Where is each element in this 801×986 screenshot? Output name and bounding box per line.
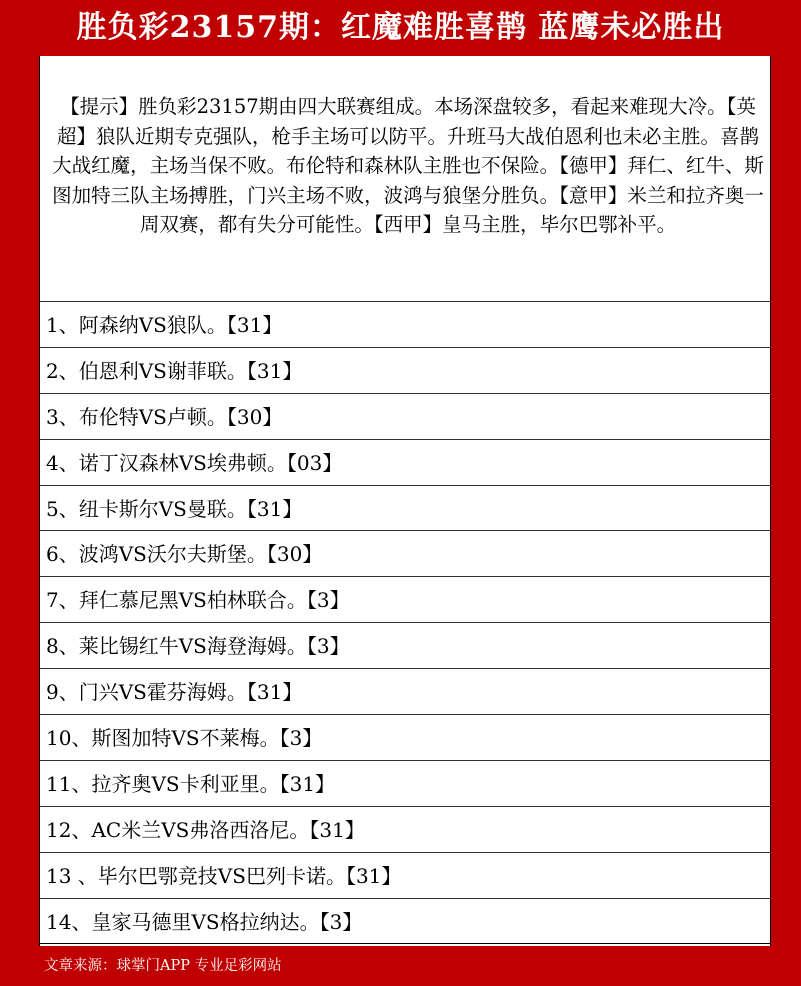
match-row-10: 10、斯图加特VS不莱梅。【3】 [40, 715, 770, 761]
match-row-13: 13 、毕尔巴鄂竞技VS巴列卡诺。【31】 [40, 853, 770, 899]
match-row-5: 5、纽卡斯尔VS曼联。【31】 [40, 486, 770, 532]
match-row-4: 4、诺丁汉森林VS埃弗顿。【03】 [40, 440, 770, 486]
content-board [39, 56, 771, 946]
match-row-12: 12、AC米兰VS弗洛西洛尼。【31】 [40, 807, 770, 853]
page-title: 胜负彩23157期：红魔难胜喜鹊 蓝鹰未必胜出 [76, 10, 725, 45]
match-row-9: 9、门兴VS霍芬海姆。【31】 [40, 669, 770, 715]
tip-paragraph: 【提示】胜负彩23157期由四大联赛组成。本场深盘较多，看起来难现大冷。【英超】狼队近期专克强队，枪手主场可以防平。升班马大战伯恩利也未必主胜。喜鹊大战红魔，主场当保不败。布伦特和森林队主胜也不保险。【德甲】拜仁、红牛、斯图加特三队主场搏胜，门兴主场不败，波鸿与狼堡分胜负。【意甲】米兰和拉齐奥一周双赛，都有失分可能性。【西甲】皇马主胜，毕尔巴鄂补平。 [40, 56, 770, 302]
match-row-11: 11、拉齐奥VS卡利亚里。【31】 [40, 761, 770, 807]
match-row-6: 6、波鸿VS沃尔夫斯堡。【30】 [40, 531, 770, 577]
match-row-8: 8、莱比锡红牛VS海登海姆。【3】 [40, 623, 770, 669]
source-footer: 文章来源：球掌门APP 专业足彩网站 [44, 958, 282, 974]
match-row-14: 14、皇家马德里VS格拉纳达。【3】 [40, 899, 770, 945]
match-row-1: 1、阿森纳VS狼队。【31】 [40, 302, 770, 348]
match-row-2: 2、伯恩利VS谢菲联。【31】 [40, 348, 770, 394]
match-row-7: 7、拜仁慕尼黑VS柏林联合。【3】 [40, 577, 770, 623]
match-row-3: 3、布伦特VS卢顿。【30】 [40, 394, 770, 440]
